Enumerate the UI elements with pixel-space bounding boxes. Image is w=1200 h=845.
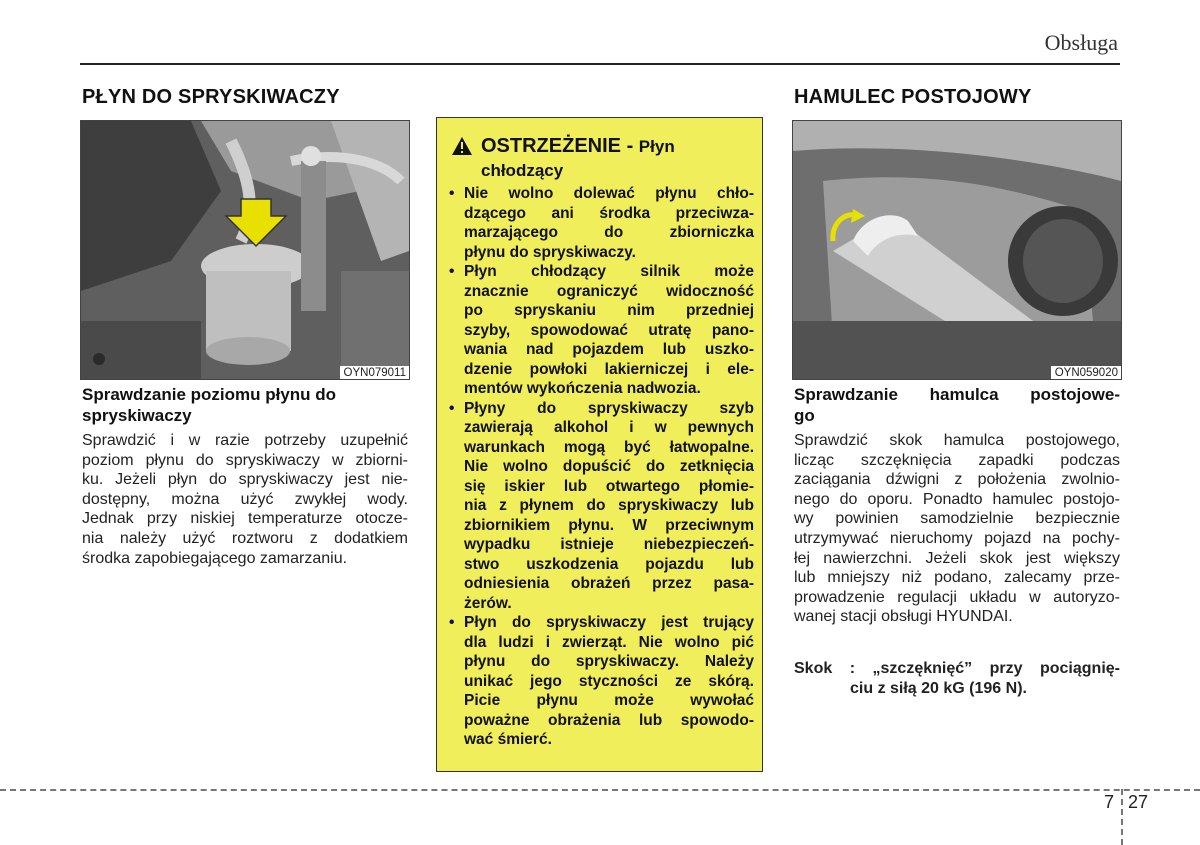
section-heading-parking-brake: HAMULEC POSTOJOWY bbox=[794, 86, 1032, 108]
washer-reservoir-photo bbox=[80, 120, 410, 380]
warning-title-line2: chłodzący bbox=[481, 161, 564, 180]
header-rule bbox=[80, 63, 1120, 65]
warning-box bbox=[436, 117, 763, 772]
photo-code: OYN059020 bbox=[1051, 366, 1121, 379]
chapter-number: 7 bbox=[1104, 792, 1115, 812]
warning-item: • Płyn chłodzący silnik może znacznie ograniczyć widoczność po spryskaniu nim przedniej szyby, spowodować utratę pano- wania nad pojazdem lub uszko- dzenie powłoki lakierniczej i ele- mentów wykończenia nadwozia. bbox=[449, 262, 754, 399]
washer-body-text: Sprawdzić i w razie potrzeby uzupełnić poziom płynu do spryskiwaczy w zbiorni- ku. Jeżeli płyn do spryskiwaczy jest nie- dostępny, można użyć zwykłej wody. Jednak przy niskiej temperaturze otocze- nia należy użyć roztworu z dodatkiem środka zapobiegającego zamarzaniu. bbox=[82, 432, 408, 567]
brake-body-text: Sprawdzić skok hamulca postojowego, licząc szczęknięcia zapadki podczas zaciągania dźwigni z położenia zwolnio- nego do oporu. Ponadto hamulec postojo- wy powinien samodzielnie bezpiecznie utrzymywać nieruchomy pojazd na pochy- łej nawierzchni. Jeżeli skok jest większy lub mniejszy niż podano, zalecamy prze- prowadzenie regulacji układu w autoryzo- wanej stacji obsługi HYUNDAI. bbox=[794, 432, 1120, 626]
warning-item: • Płyny do spryskiwaczy szyb zawierają alkohol i w pewnych warunkach mogą być łatwopalne. Nie wolno dopuścić do zetknięcia się iskier lub otwartego płomie- nia z płynem do spryskiwaczy lub zbiornikiem płynu. W przeciwnym wypadku istnieje niebezpieczeń- stwo uszkodzenia pojazdu lub odniesienia obrażeń przez pasa- żerów. bbox=[449, 399, 754, 614]
warning-item: • Płyn do spryskiwaczy jest trujący dla ludzi i zwierząt. Nie wolno pić płynu do spryskiwaczy. Należy unikać jego styczności ze skórą. Picie płynu może wywołać poważne obrażenia lub spowodo- wać śmierć. bbox=[449, 613, 754, 750]
footer-rule bbox=[0, 789, 1200, 791]
subheading-brake-check: Sprawdzanie hamulca postojowe- go bbox=[794, 385, 1120, 425]
subheading-washer-check: Sprawdzanie poziomu płynu do spryskiwaczy bbox=[82, 385, 337, 425]
brake-spec: Skok : „szczęknięć” przy pociągnię- ciu z siłą 20 kG (196 N). bbox=[794, 660, 1120, 697]
footer-separator bbox=[1121, 789, 1123, 845]
parking-brake-photo bbox=[792, 120, 1122, 380]
warning-list bbox=[449, 184, 754, 750]
photo-code: OYN079011 bbox=[340, 366, 409, 379]
section-heading-washer-fluid: PŁYN DO SPRYSKIWACZY bbox=[82, 86, 340, 108]
warning-title: OSTRZEŻENIE - Płyn bbox=[481, 135, 675, 157]
warning-item: • Nie wolno dolewać płynu chło- dzącego ani środka przeciwza- marzającego do zbiorniczka płynu do spryskiwaczy. bbox=[449, 184, 754, 262]
warning-triangle-icon bbox=[451, 136, 473, 156]
page-number: 27 bbox=[1128, 792, 1149, 812]
running-header-title: Obsługa bbox=[1044, 30, 1118, 55]
